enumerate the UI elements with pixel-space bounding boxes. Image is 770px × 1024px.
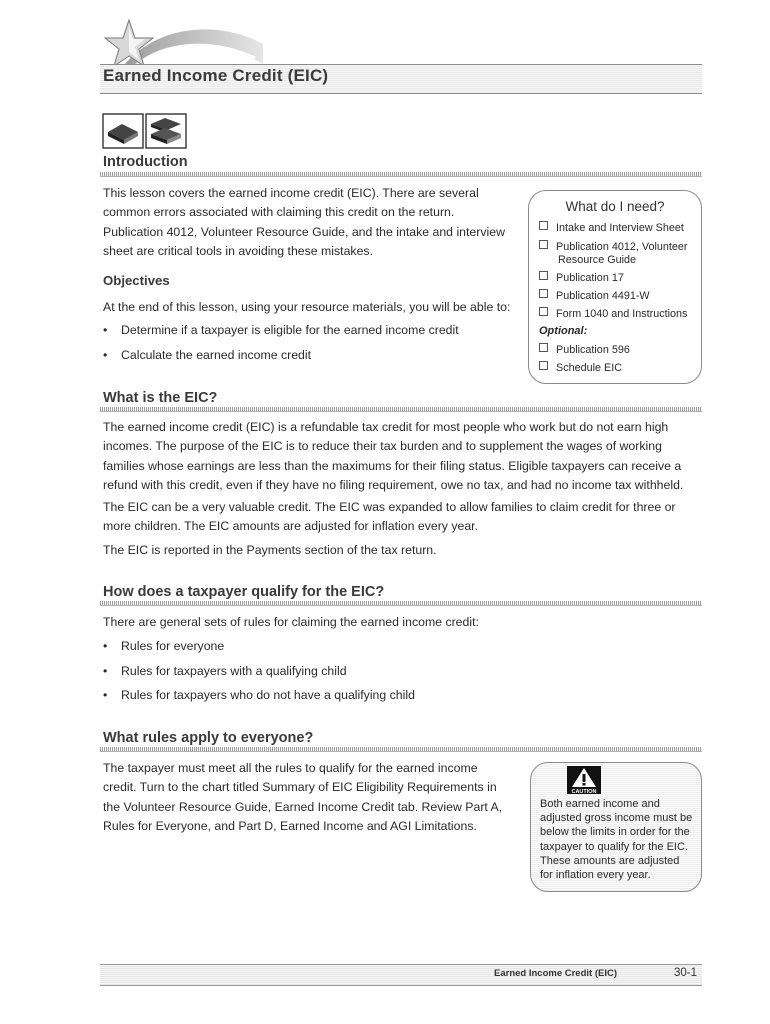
- objectives-heading: Objectives: [103, 273, 170, 288]
- introduction-text: This lesson covers the earned income credit (EIC). There are several common errors associated with claiming this credit on the return. Publication 4012, Volunteer Resource Guide, and the intake and interview sheet are critical tools in avoiding these mistakes.: [103, 186, 505, 258]
- checkbox-icon: [539, 221, 548, 230]
- checkbox-icon: [539, 361, 548, 370]
- section-divider: [100, 601, 702, 606]
- rules-everyone-heading: What rules apply to everyone?: [103, 730, 314, 746]
- what-do-i-need-title: What do I need?: [565, 199, 665, 214]
- qualify-heading: How does a taxpayer qualify for the EIC?: [103, 584, 385, 600]
- objectives-intro: At the end of this lesson, using your resource materials, you will be able to:: [103, 300, 511, 314]
- checklist-item: Intake and Interview Sheet: [539, 221, 684, 235]
- footer-label: Earned Income Credit (EIC): [494, 968, 617, 979]
- page-title: Earned Income Credit (EIC): [103, 66, 329, 85]
- checklist-item: Publication 596: [539, 343, 630, 357]
- what-is-eic-heading: What is the EIC?: [103, 390, 218, 406]
- checklist-item: Publication 17: [539, 271, 624, 285]
- what-is-eic-para1: The earned income credit (EIC) is a refundable tax credit for most people who work but do not earn high incomes. The purpose of the EIC is to reduce their tax burden and to supplement the wages of working families whose earnings are less than the maximums for their filing status. Eligible taxpayers can receive a refund with this credit, even if they have no filing requirement, owe no tax, and had no income tax withheld.: [103, 420, 684, 492]
- list-item: • Rules for everyone: [103, 639, 225, 653]
- checkbox-icon: [539, 289, 548, 298]
- what-is-eic-para2: The EIC can be a very valuable credit. The EIC was expanded to allow families to claim credit for three or more children. The EIC amounts are adjusted for inflation every year.: [103, 500, 676, 534]
- caution-icon-label: CAUTION: [571, 789, 597, 794]
- checklist-item: Publication 4491-W: [539, 289, 650, 303]
- book-icons: [102, 110, 188, 150]
- list-item: • Rules for taxpayers who do not have a qualifying child: [103, 688, 415, 702]
- rules-everyone-text: The taxpayer must meet all the rules to qualify for the earned income credit. Turn to the chart titled Summary of EIC Eligibility Requirements in the Volunteer Resource Guide, Earned Income Credit tab. Review Part A, Rules for Everyone, and Part D, Earned Income and AGI Limitations.: [103, 761, 503, 833]
- checkbox-icon: [539, 271, 548, 280]
- page-number: 30-1: [674, 967, 698, 979]
- list-item: • Rules for taxpayers with a qualifying child: [103, 664, 347, 678]
- optional-label: Optional:: [539, 325, 588, 337]
- list-item: • Calculate the earned income credit: [103, 348, 312, 362]
- what-is-eic-para3: The EIC is reported in the Payments section of the tax return.: [103, 543, 437, 557]
- checklist-item: Publication 4012, Volunteer Resource Guide: [539, 240, 687, 267]
- checkbox-icon: [539, 307, 548, 316]
- introduction-heading: Introduction: [103, 154, 188, 170]
- checklist-item: Schedule EIC: [539, 361, 622, 375]
- qualify-intro: There are general sets of rules for claiming the earned income credit:: [103, 615, 479, 629]
- caution-icon: [567, 766, 601, 794]
- checkbox-icon: [539, 343, 548, 352]
- checkbox-icon: [539, 240, 548, 249]
- checklist-item: Form 1040 and Instructions: [539, 307, 687, 321]
- list-item: • Determine if a taxpayer is eligible for the earned income credit: [103, 323, 459, 337]
- section-divider: [100, 172, 702, 177]
- section-divider: [100, 407, 702, 412]
- caution-text: Both earned income and adjusted gross income must be below the limits in order for the taxpayer to qualify for the EIC. These amounts are adjusted for inflation every year.: [540, 798, 693, 882]
- section-divider: [100, 747, 702, 752]
